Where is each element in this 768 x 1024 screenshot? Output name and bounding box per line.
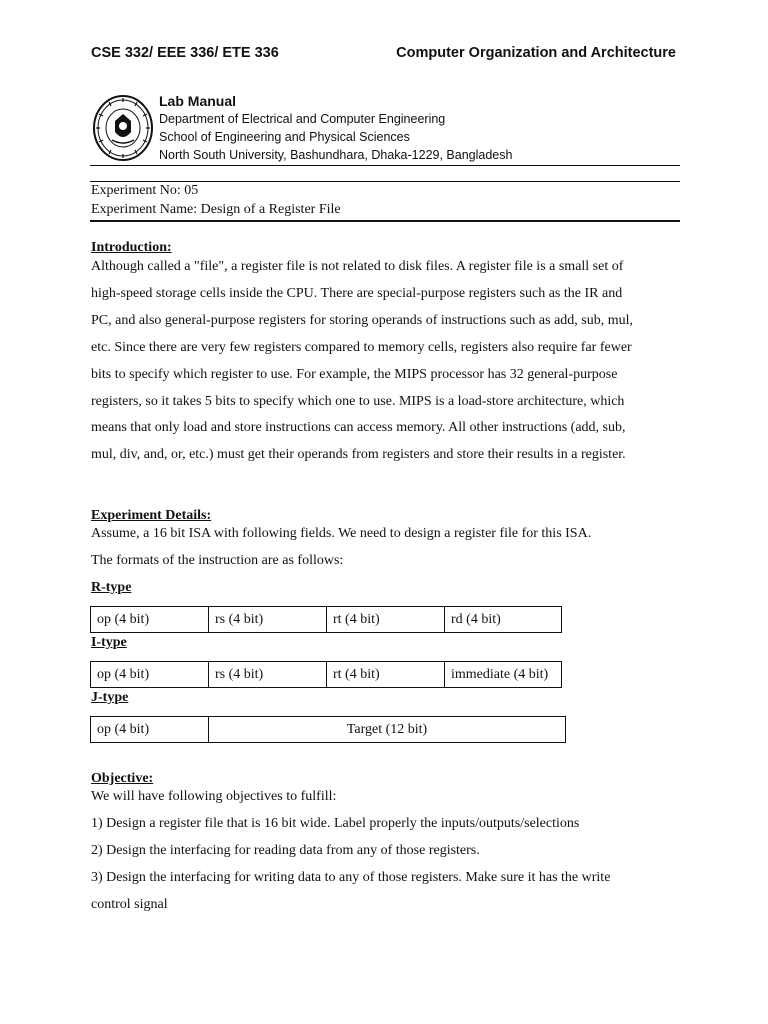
experiment-name: Experiment Name: Design of a Register File [91, 202, 341, 217]
intro-line: mul, div, and, or, etc.) must get their operands from registers and store their results in a register. [91, 447, 626, 463]
field-rs: rs (4 bit) [209, 662, 327, 688]
introduction-heading: Introduction: [91, 240, 172, 255]
field-immediate: immediate (4 bit) [445, 662, 562, 688]
intro-line: bits to specify which register to use. For example, the MIPS processor has 32 general-purpose [91, 366, 618, 382]
experiment-divider-top [90, 181, 680, 182]
field-target: Target (12 bit) [209, 717, 566, 743]
department-name: Department of Electrical and Computer Engineering [159, 112, 446, 126]
intro-line: etc. Since there are very few registers compared to memory cells, registers also require far fewer [91, 339, 632, 355]
field-rt: rt (4 bit) [327, 607, 445, 633]
field-op: op (4 bit) [91, 607, 209, 633]
objective-item: control signal [91, 897, 168, 912]
j-type-format-table [90, 716, 566, 743]
intro-line: Although called a "file", a register file is not related to disk files. A register file is a small set of [91, 259, 624, 274]
header-divider [90, 165, 680, 166]
field-rd: rd (4 bit) [445, 607, 562, 633]
details-formats-intro: The formats of the instruction are as follows: [91, 553, 344, 568]
experiment-number: Experiment No: 05 [91, 183, 199, 198]
field-op: op (4 bit) [91, 717, 209, 743]
intro-line: means that only load and store instructions can access memory. All other instructions (add, sub, [91, 420, 626, 436]
objective-intro: We will have following objectives to fulfill: [91, 789, 337, 804]
objective-heading: Objective: [91, 771, 154, 786]
university-logo [92, 94, 154, 162]
intro-line: PC, and also general-purpose registers for storing operands of instructions such as add, sub, mul, [91, 312, 634, 328]
lab-manual-title: Lab Manual [159, 93, 237, 109]
introduction-paragraph [91, 254, 679, 469]
university-seal-icon [92, 94, 154, 162]
intro-line: high-speed storage cells inside the CPU. There are special-purpose registers such as the IR and [91, 285, 623, 301]
r-type-format-table [90, 606, 562, 633]
course-title: Computer Organization and Architecture [396, 45, 676, 61]
j-type-label: J-type [91, 690, 129, 705]
experiment-divider-bottom [90, 220, 680, 222]
i-type-label: I-type [91, 635, 127, 650]
objective-item: 2) Design the interfacing for reading data from any of those registers. [91, 843, 480, 858]
field-op: op (4 bit) [91, 662, 209, 688]
course-codes: CSE 332/ EEE 336/ ETE 336 [91, 45, 279, 61]
intro-line: registers, so it takes 5 bits to specify which one to use. MIPS is a load-store architecture, which [91, 393, 625, 409]
university-address: North South University, Bashundhara, Dhaka-1229, Bangladesh [159, 148, 513, 162]
school-name: School of Engineering and Physical Sciences [159, 130, 410, 144]
field-rs: rs (4 bit) [209, 607, 327, 633]
details-assumption: Assume, a 16 bit ISA with following fields. We need to design a register file for this ISA. [91, 526, 592, 541]
r-type-label: R-type [91, 580, 132, 595]
details-heading: Experiment Details: [91, 508, 212, 523]
field-rt: rt (4 bit) [327, 662, 445, 688]
objective-item: 1) Design a register file that is 16 bit wide. Label properly the inputs/outputs/selections [91, 816, 580, 831]
objective-item: 3) Design the interfacing for writing data to any of those registers. Make sure it has the write [91, 870, 611, 885]
i-type-format-table [90, 661, 562, 688]
